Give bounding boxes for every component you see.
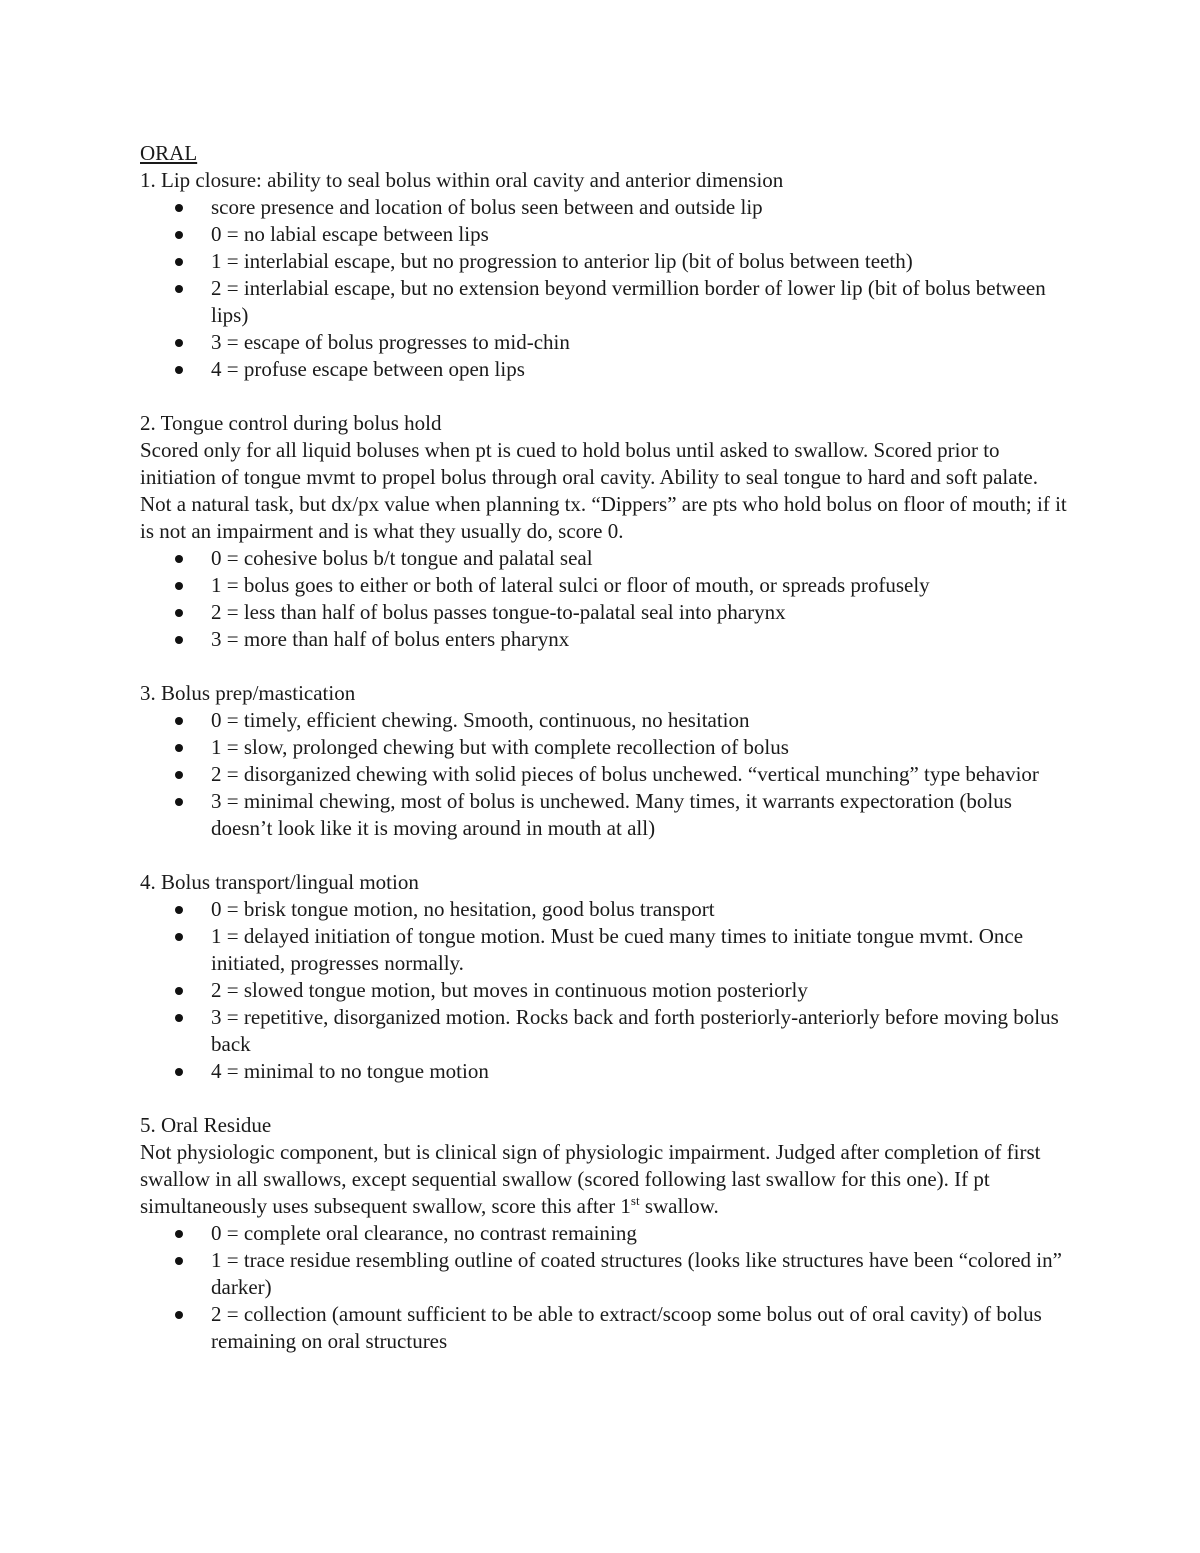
bullet-list [140, 707, 1070, 842]
list-item: 2 = interlabial escape, but no extension beyond vermillion border of lower lip (bit of bolus between lips) [140, 275, 1070, 329]
list-item: 2 = collection (amount sufficient to be able to extract/scoop some bolus out of oral cavity) of bolus remaining on oral structures [140, 1301, 1070, 1355]
list-item: 0 = complete oral clearance, no contrast remaining [140, 1220, 1070, 1247]
list-item: 1 = slow, prolonged chewing but with complete recollection of bolus [140, 734, 1070, 761]
list-item: 0 = no labial escape between lips [140, 221, 1070, 248]
list-item: 1 = delayed initiation of tongue motion. Must be cued many times to initiate tongue mvmt. Once initiated, progresses normally. [140, 923, 1070, 977]
section-title: 3. Bolus prep/mastication [140, 681, 356, 705]
bullet-list [140, 1220, 1070, 1355]
list-item: 1 = bolus goes to either or both of lateral sulci or floor of mouth, or spreads profusely [140, 572, 1070, 599]
description-text: Not physiologic component, but is clinical sign of physiologic impairment. Judged after completion of first swallow in all swallows, except sequential swallow (scored following last swallow for this one). If pt simultaneously uses subsequent swallow, score this after 1 [140, 1140, 1041, 1218]
list-item: score presence and location of bolus seen between and outside lip [140, 194, 1070, 221]
list-item: 3 = repetitive, disorganized motion. Rocks back and forth posteriorly-anteriorly before moving bolus back [140, 1004, 1070, 1058]
bullet-list [140, 545, 1070, 653]
superscript-text: st [630, 1193, 640, 1208]
section-title: 1. Lip closure: ability to seal bolus within oral cavity and anterior dimension [140, 168, 784, 192]
bullet-list [140, 194, 1070, 383]
list-item: 3 = minimal chewing, most of bolus is unchewed. Many times, it warrants expectoration (bolus doesn’t look like it is moving around in mouth at all) [140, 788, 1070, 842]
list-item: 3 = more than half of bolus enters pharynx [140, 626, 1070, 653]
section-title: 2. Tongue control during bolus hold [140, 411, 442, 435]
list-item: 3 = escape of bolus progresses to mid-chin [140, 329, 1070, 356]
section-description: Scored only for all liquid boluses when pt is cued to hold bolus until asked to swallow. Scored prior to initiation of tongue mvmt to propel bolus through oral cavity. Ability to seal tongue to hard and soft palate. Not a natural task, but dx/px value when planning tx. “Dippers” are pts who hold bolus on floor of mouth; if it is not an impairment and is what they usually do, score 0. [140, 438, 1067, 543]
list-item: 2 = less than half of bolus passes tongue-to-palatal seal into pharynx [140, 599, 1070, 626]
list-item: 4 = minimal to no tongue motion [140, 1058, 1070, 1085]
section-oral-residue [140, 1112, 1070, 1355]
list-item: 2 = slowed tongue motion, but moves in continuous motion posteriorly [140, 977, 1070, 1004]
bullet-list [140, 896, 1070, 1085]
description-text-end: swallow. [639, 1194, 719, 1218]
list-item: 2 = disorganized chewing with solid pieces of bolus unchewed. “vertical munching” type behavior [140, 761, 1070, 788]
document-page [140, 140, 1070, 1355]
section-tongue-control [140, 410, 1070, 653]
section-lip-closure [140, 167, 1070, 383]
list-item: 0 = timely, efficient chewing. Smooth, continuous, no hesitation [140, 707, 1070, 734]
section-bolus-transport [140, 869, 1070, 1085]
section-title: 5. Oral Residue [140, 1113, 272, 1137]
list-item: 0 = brisk tongue motion, no hesitation, good bolus transport [140, 896, 1070, 923]
section-bolus-prep [140, 680, 1070, 842]
section-description [140, 1139, 1070, 1220]
list-item: 4 = profuse escape between open lips [140, 356, 1070, 383]
section-title: 4. Bolus transport/lingual motion [140, 870, 419, 894]
list-item: 1 = interlabial escape, but no progression to anterior lip (bit of bolus between teeth) [140, 248, 1070, 275]
page-heading: ORAL [140, 141, 198, 165]
list-item: 1 = trace residue resembling outline of coated structures (looks like structures have been “colored in” darker) [140, 1247, 1070, 1301]
list-item: 0 = cohesive bolus b/t tongue and palatal seal [140, 545, 1070, 572]
